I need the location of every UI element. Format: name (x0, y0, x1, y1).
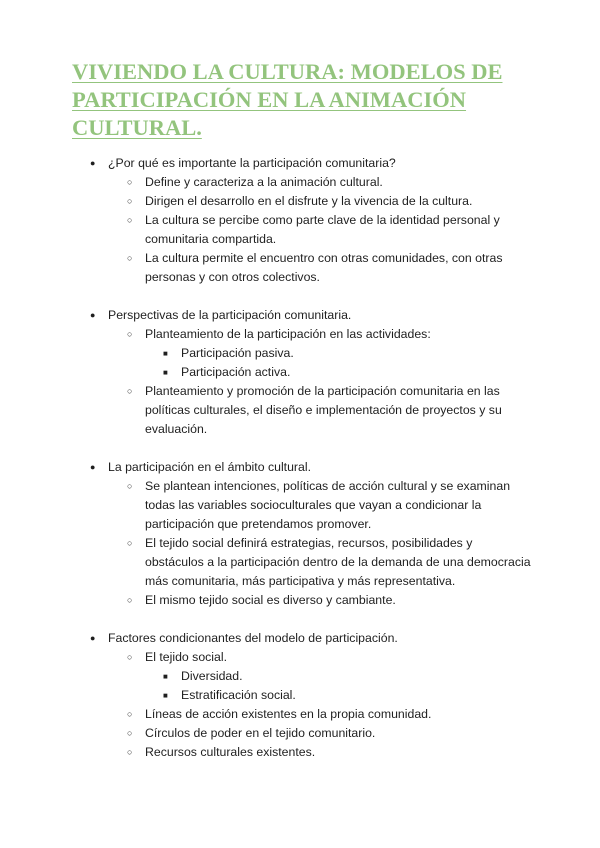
sub-list-item-text: Participación pasiva. (181, 346, 294, 360)
circle-bullet-icon: ○ (127, 538, 133, 548)
list-item-text: Planteamiento y promoción de la participación comunitaria en las (145, 384, 500, 398)
section-heading: Perspectivas de la participación comunitaria. (108, 308, 352, 322)
square-bullet-icon: ■ (163, 349, 168, 358)
circle-bullet-icon: ○ (127, 329, 133, 339)
list-item-text: obstáculos a la participación dentro de la demanda de una democracia (145, 555, 531, 569)
list-item-text: Define y caracteriza a la animación cultural. (145, 175, 383, 189)
list-item-text: El mismo tejido social es diverso y cambiante. (145, 593, 396, 607)
list-item-text: evaluación. (145, 422, 208, 436)
circle-bullet-icon: ○ (127, 196, 133, 206)
section-heading: Factores condicionantes del modelo de participación. (108, 631, 398, 645)
document-title: VIVIENDO LA CULTURA: MODELOS DE PARTICIPACIÓN EN LA ANIMACIÓN CULTURAL. (72, 59, 503, 140)
list-item-text: El tejido social definirá estrategias, recursos, posibilidades y (145, 536, 473, 550)
disc-bullet-icon: ● (90, 310, 96, 320)
list-item-text: comunitaria compartida. (145, 232, 277, 246)
list-item-text: Dirigen el desarrollo en el disfrute y la vivencia de la cultura. (145, 194, 473, 208)
sub-list-item-text: Diversidad. (181, 669, 243, 683)
circle-bullet-icon: ○ (127, 652, 133, 662)
circle-bullet-icon: ○ (127, 215, 133, 225)
circle-bullet-icon: ○ (127, 177, 133, 187)
list-item-text: todas las variables socioculturales que vayan a condicionar la (145, 498, 482, 512)
square-bullet-icon: ■ (163, 691, 168, 700)
list-item-text: La cultura se percibe como parte clave de la identidad personal y (145, 213, 500, 227)
disc-bullet-icon: ● (90, 158, 96, 168)
list-item-text: Círculos de poder en el tejido comunitario. (145, 726, 376, 740)
circle-bullet-icon: ○ (127, 481, 133, 491)
circle-bullet-icon: ○ (127, 253, 133, 263)
list-item-text: El tejido social. (145, 650, 228, 664)
list-item-text: Se plantean intenciones, políticas de acción cultural y se examinan (145, 479, 511, 493)
list-item-text: Líneas de acción existentes en la propia comunidad. (145, 707, 432, 721)
square-bullet-icon: ■ (163, 672, 168, 681)
sub-list-item-text: Participación activa. (181, 365, 291, 379)
section-heading: La participación en el ámbito cultural. (108, 460, 312, 474)
circle-bullet-icon: ○ (127, 747, 133, 757)
sub-list-item-text: Estratificación social. (181, 688, 296, 702)
circle-bullet-icon: ○ (127, 728, 133, 738)
disc-bullet-icon: ● (90, 462, 96, 472)
section-heading: ¿Por qué es importante la participación comunitaria? (108, 156, 396, 170)
circle-bullet-icon: ○ (127, 709, 133, 719)
list-item-text: más comunitaria, más participativa y más representativa. (145, 574, 456, 588)
circle-bullet-icon: ○ (127, 386, 133, 396)
list-item-text: políticas culturales, el diseño e implementación de proyectos y su (145, 403, 502, 417)
list-item-text: Recursos culturales existentes. (145, 745, 316, 759)
list-item-text: La cultura permite el encuentro con otras comunidades, con otras (145, 251, 503, 265)
circle-bullet-icon: ○ (127, 595, 133, 605)
square-bullet-icon: ■ (163, 368, 168, 377)
list-item-text: Planteamiento de la participación en las actividades: (145, 327, 431, 341)
list-item-text: personas y con otros colectivos. (145, 270, 320, 284)
list-item-text: participación que pretendamos promover. (145, 517, 372, 531)
disc-bullet-icon: ● (90, 633, 96, 643)
